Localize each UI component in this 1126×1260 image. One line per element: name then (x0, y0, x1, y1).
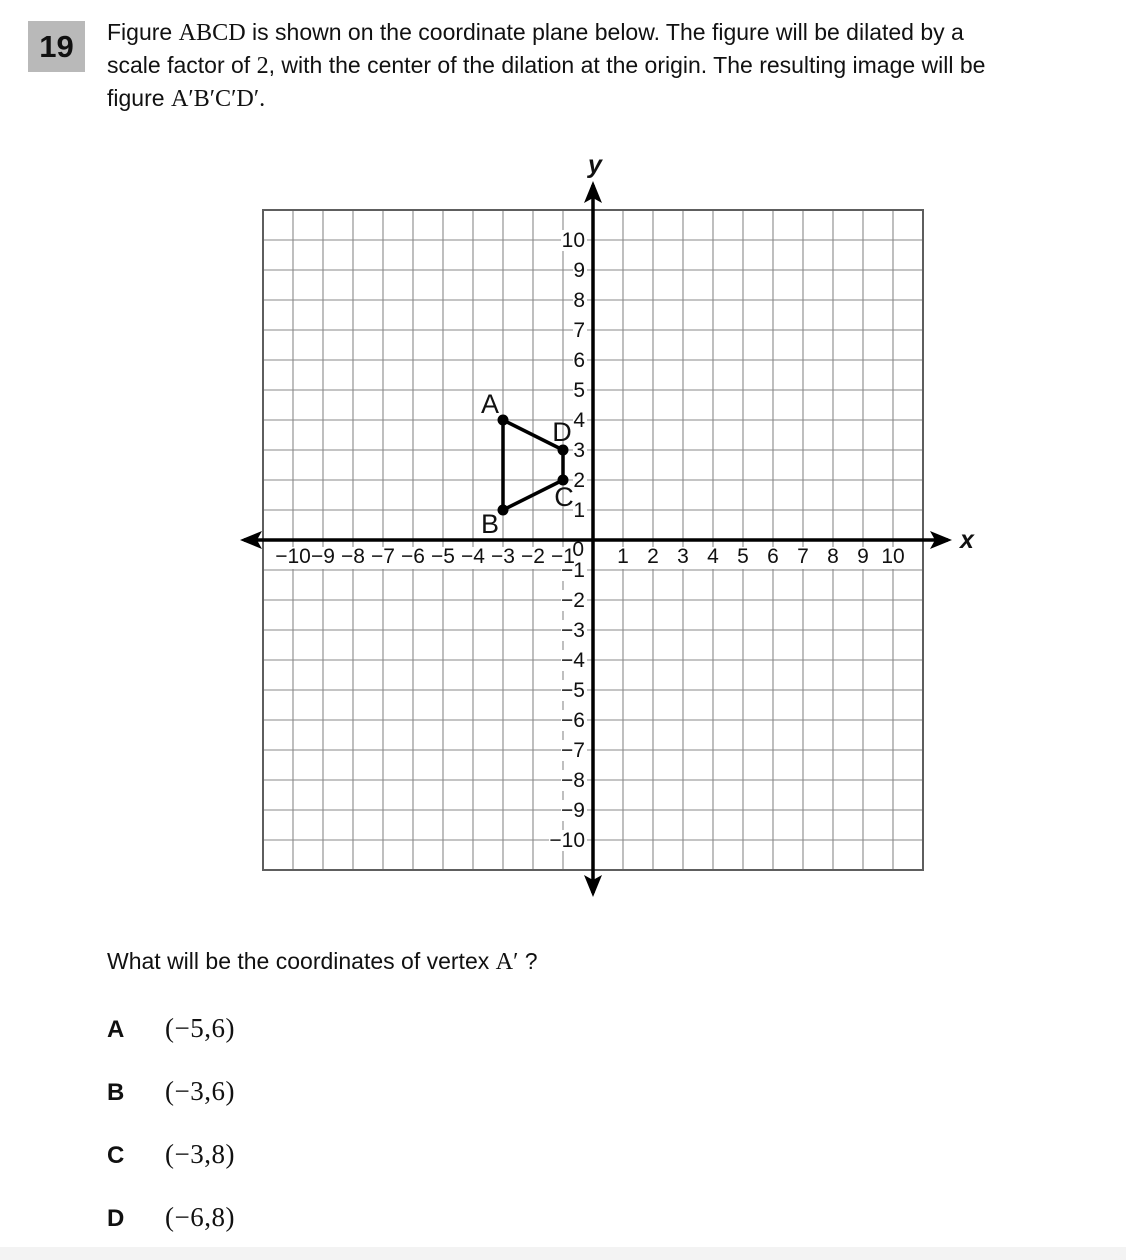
y-tick-label: −1 (561, 559, 585, 582)
y-tick-label: 1 (573, 499, 585, 522)
answer-option-d (107, 1202, 235, 1234)
text-segment: ABCD (178, 19, 246, 46)
y-tick-label: 10 (561, 229, 585, 252)
vertex-label-D: D (552, 417, 572, 447)
question-prompt (107, 16, 1112, 115)
y-tick-label: −2 (561, 589, 585, 612)
vertex-dot-B (498, 505, 509, 516)
option-value-b: (−3,6) (165, 1076, 235, 1106)
answer-option-a (107, 1013, 235, 1045)
text-segment: Figure (107, 19, 179, 45)
y-tick-label: −8 (561, 769, 585, 792)
x-tick-label: −9 (311, 545, 335, 568)
vertex-label-A: A (480, 389, 500, 419)
x-tick-label: 10 (881, 545, 905, 568)
y-tick-label: 3 (573, 439, 585, 462)
y-tick-label: 9 (573, 259, 585, 282)
y-tick-label: 6 (573, 349, 585, 372)
y-tick-label: 5 (573, 379, 585, 402)
text-segment: A′B′C′D′. (170, 85, 266, 112)
x-tick-label: 2 (647, 545, 659, 568)
y-tick-label: −7 (561, 739, 585, 762)
text-segment: is shown on the coordinate plane below. The figure will be dilated by a (245, 19, 964, 45)
option-letter-a: A (107, 1016, 125, 1043)
option-value-c: (−3,8) (165, 1139, 235, 1169)
y-tick-label: −9 (561, 799, 585, 822)
x-tick-label: 9 (857, 545, 869, 568)
y-tick-label: −3 (561, 619, 585, 642)
x-tick-label: −2 (521, 545, 545, 568)
option-value-a: (−5,6) (165, 1013, 235, 1043)
text-segment: What will be the coordinates of vertex (107, 948, 496, 974)
y-tick-label: −4 (561, 649, 585, 672)
option-value-d: (−6,8) (165, 1202, 235, 1232)
text-segment: scale factor of (107, 52, 257, 78)
y-tick-label: −5 (561, 679, 585, 702)
option-letter-b: B (107, 1079, 125, 1106)
origin-label: 0 (572, 538, 584, 561)
x-tick-label: 5 (737, 545, 749, 568)
prompt-line-1 (107, 16, 1112, 49)
answer-option-c (107, 1139, 235, 1171)
x-tick-label: −8 (341, 545, 365, 568)
x-tick-label: −6 (401, 545, 425, 568)
vertex-dot-A (498, 415, 509, 426)
prompt-line-2 (107, 49, 1112, 82)
text-segment: 2 (256, 52, 269, 79)
y-tick-label: 4 (573, 409, 585, 432)
text-segment: A′ (495, 948, 519, 975)
x-tick-label: −10 (275, 545, 311, 568)
x-tick-label: −3 (491, 545, 515, 568)
option-letter-d: D (107, 1205, 125, 1232)
question-number-badge (28, 21, 85, 72)
x-tick-label: 7 (797, 545, 809, 568)
x-tick-label: −5 (431, 545, 455, 568)
y-tick-label: 8 (573, 289, 585, 312)
answer-option-b (107, 1076, 235, 1108)
x-tick-label: −1 (551, 545, 575, 568)
x-tick-label: 4 (707, 545, 719, 568)
y-tick-label: −6 (561, 709, 585, 732)
x-tick-label: −4 (461, 545, 485, 568)
text-segment: ? (518, 948, 538, 974)
x-tick-label: 6 (767, 545, 779, 568)
question-number: 19 (39, 28, 74, 64)
coordinate-plane (220, 145, 1000, 920)
option-letter-c: C (107, 1142, 125, 1169)
y-tick-label: −10 (549, 829, 585, 852)
prompt-line-3 (107, 82, 1112, 115)
y-tick-label: 7 (573, 319, 585, 342)
y-tick-label: 2 (573, 469, 585, 492)
x-axis-label: x (960, 526, 974, 554)
coordinate-plane-svg (220, 145, 1000, 920)
vertex-label-B: B (480, 509, 500, 539)
x-tick-label: 1 (617, 545, 629, 568)
x-tick-label: −7 (371, 545, 395, 568)
vertex-label-C: C (554, 482, 574, 512)
page-footer-strip (0, 1247, 1126, 1260)
text-segment: , with the center of the dilation at the origin. The resulting image will be (268, 52, 986, 78)
x-tick-label: 8 (827, 545, 839, 568)
text-segment: figure (107, 85, 171, 111)
question-text (107, 948, 538, 976)
y-axis-label: y (588, 151, 602, 179)
x-tick-label: 3 (677, 545, 689, 568)
